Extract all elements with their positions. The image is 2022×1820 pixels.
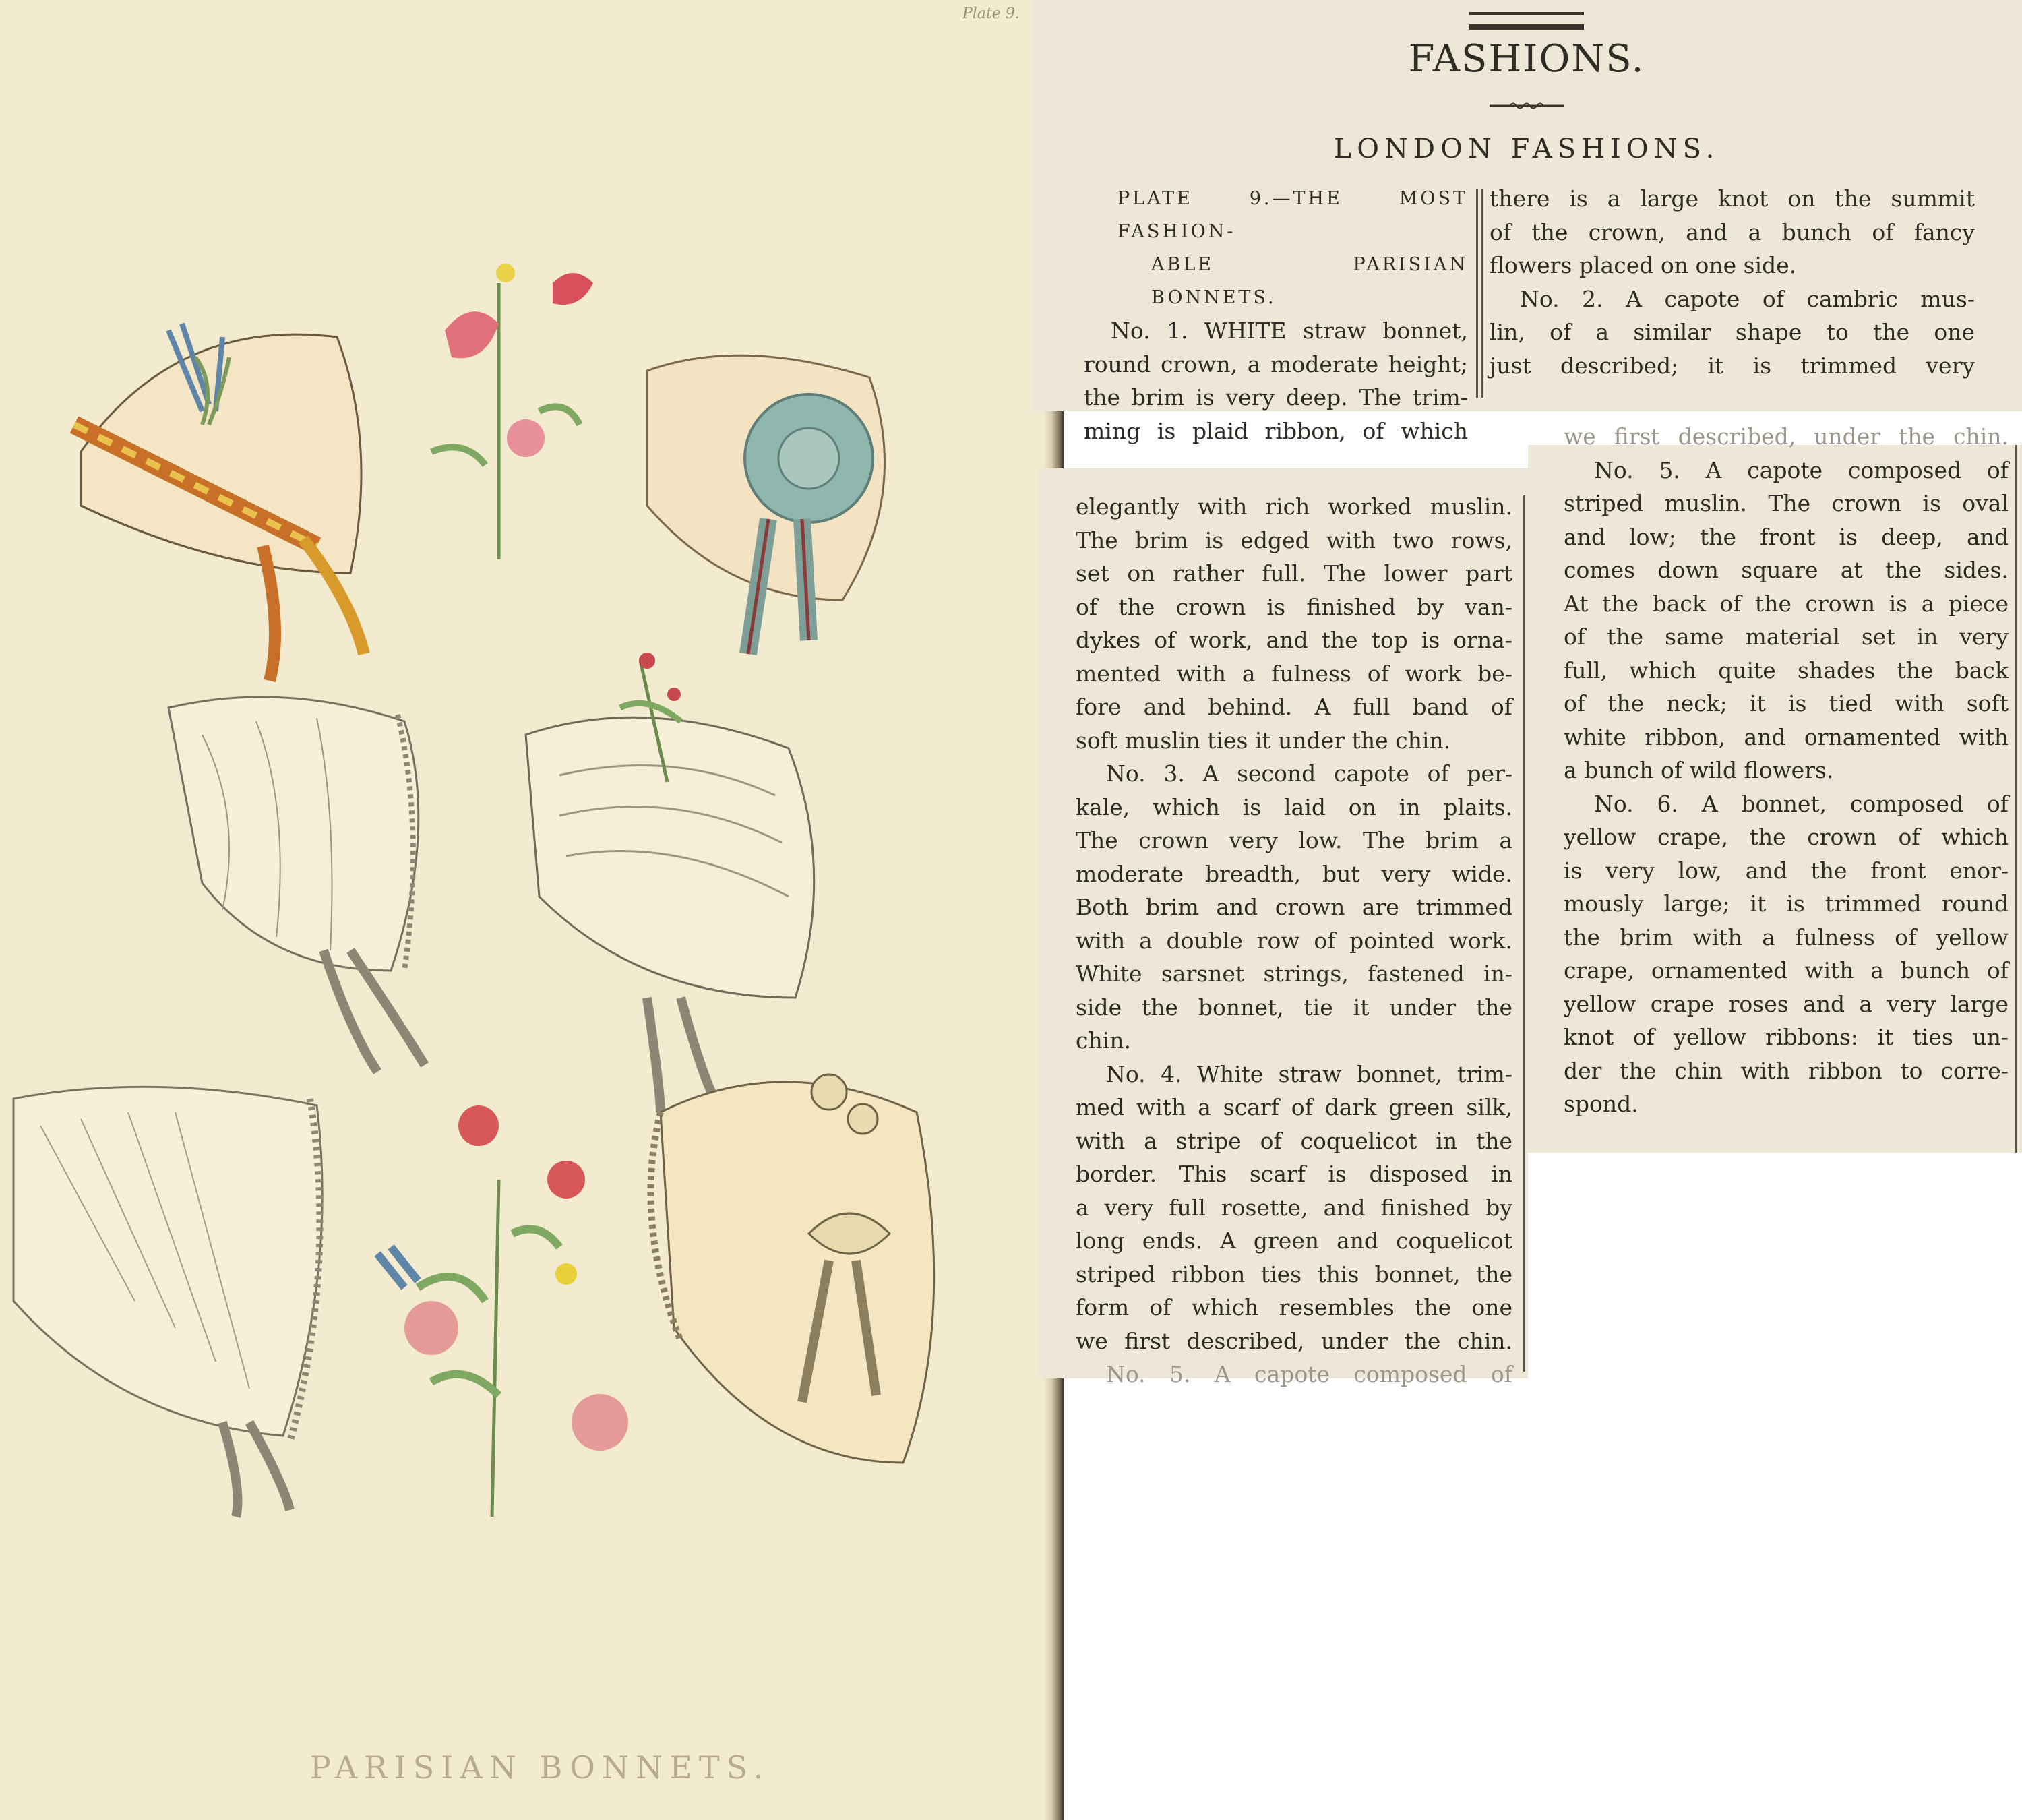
text-line: with a stripe of coquelicot in the [1076, 1127, 1512, 1154]
article-column-clip-right [1528, 423, 2022, 1153]
text-line: elegantly with rich worked muslin. [1076, 493, 1512, 520]
top-right-column [1490, 182, 1975, 382]
text-line: No. 4. White straw bonnet, trim- [1106, 1060, 1512, 1087]
text-line: full, which quite shades the back [1564, 657, 2009, 684]
text-line: der the chin with ribbon to corre- [1564, 1057, 2009, 1084]
text-line: spond. [1564, 1091, 1638, 1117]
bouquet-top [431, 264, 593, 559]
text-line: white ribbon, and ornamented with [1564, 723, 2009, 750]
text-line: The brim is edged with two rows, [1076, 526, 1512, 553]
text-line: form of which resembles the one [1076, 1294, 1512, 1321]
text-line: border. This scarf is disposed in [1076, 1161, 1512, 1187]
text-line: set on rather full. The lower part [1076, 560, 1512, 586]
bonnet-4-green-rosette [647, 355, 885, 654]
text-line: No. 5. A capote composed of [1594, 456, 2009, 483]
column-rule [1523, 495, 1525, 1372]
text-line: crape, ornamented with a bunch of [1564, 957, 2009, 983]
text-line: kale, which is laid on in plaits. [1076, 793, 1512, 820]
text-line: chin. [1076, 1027, 1132, 1054]
text-line: striped muslin. The crown is oval [1564, 490, 2009, 516]
text-line: round crown, a moderate height; [1084, 351, 1468, 377]
text-line: of the crown is finished by van- [1076, 593, 1512, 620]
text-line: Both brim and crown are trimmed [1076, 894, 1512, 920]
text-line: of the crown, and a bunch of fancy [1490, 218, 1975, 245]
text-line: No. 6. A bonnet, composed of [1594, 790, 2009, 817]
text-line: mously large; it is trimmed round [1564, 890, 2009, 917]
bonnet-5-striped-muslin [13, 1087, 322, 1517]
text-line: yellow crape roses and a very large [1564, 990, 2009, 1017]
bonnets-illustration [0, 222, 1038, 1746]
ornament-divider [1490, 101, 1564, 111]
plate-heading-line-2: ABLE PARISIAN BONNETS. [1151, 254, 1468, 308]
text-line: med with a scarf of dark green silk, [1076, 1094, 1512, 1120]
text-line: side the bonnet, tie it under the [1076, 994, 1512, 1021]
text-line: No. 1. WHITE straw bonnet, [1111, 317, 1468, 344]
bonnet-6-yellow-crape [650, 1074, 933, 1463]
bonnet-1-straw-plaid [74, 324, 364, 681]
column-rule [2015, 445, 2017, 1153]
text-line: fore and behind. A full band of [1076, 694, 1512, 720]
article-column-clip-left [1038, 468, 1528, 1387]
text-line: a bunch of wild flowers. [1564, 757, 1834, 783]
text-line: yellow crape, the crown of which [1564, 824, 2009, 850]
text-line: No. 3. A second capote of per- [1106, 760, 1512, 787]
text-line: flowers placed on one side. [1490, 252, 1797, 278]
text-line: comes down square at the sides. [1564, 557, 2009, 583]
text-line: soft muslin ties it under the chin. [1076, 727, 1451, 754]
text-line: At the back of the crown is a piece [1564, 590, 2009, 617]
text-line: No. 2. A capote of cambric mus- [1520, 285, 1975, 312]
text-line: ming is plaid ribbon, of which [1084, 417, 1468, 444]
text-line: and low; the front is deep, and [1564, 523, 2009, 550]
top-double-rule [1469, 12, 1584, 30]
text-line: of the same material set in very [1564, 624, 2009, 650]
text-line-cut: No. 5. A capote composed of [1106, 1361, 1512, 1387]
column-rule [1476, 189, 1478, 398]
plate-caption: PARISIAN BONNETS. [310, 1749, 770, 1786]
middle-right-column [1564, 420, 2009, 1121]
text-line-cut: we first described, under the chin. [1564, 423, 2009, 450]
bouquet-bottom [377, 1105, 628, 1517]
text-line: The crown very low. The brim a [1076, 827, 1512, 853]
text-line: just described; it is trimmed very [1490, 352, 1975, 379]
text-line: the brim is very deep. The trim- [1084, 384, 1468, 411]
text-line: of the neck; it is tied with soft [1564, 690, 2009, 717]
middle-left-column [1076, 490, 1512, 1391]
text-line: lin, of a similar shape to the one [1490, 319, 1975, 345]
text-line: a very full rosette, and finished by [1076, 1194, 1512, 1221]
text-line: striped ribbon ties this bonnet, the [1076, 1261, 1512, 1287]
section-subtitle: LONDON FASHIONS. [1333, 133, 1720, 164]
text-line: White sarsnet strings, fastened in- [1076, 961, 1512, 987]
plate-heading-line-1: PLATE 9.—THE MOST FASHION- [1117, 188, 1468, 242]
text-line: we first described, under the chin. [1076, 1327, 1512, 1354]
top-left-column [1084, 182, 1468, 448]
text-line: long ends. A green and coquelicot [1076, 1227, 1512, 1254]
bonnet-2-cambric-capote [168, 697, 425, 1072]
text-line: there is a large knot on the summit [1490, 185, 1975, 212]
column-rule [1481, 189, 1483, 398]
text-line: dykes of work, and the top is orna- [1076, 627, 1512, 653]
text-line: mented with a fulness of work be- [1076, 660, 1512, 687]
text-line: knot of yellow ribbons: it ties un- [1564, 1024, 2009, 1050]
text-line: is very low, and the front enor- [1564, 857, 2009, 884]
text-line: moderate breadth, but very wide. [1076, 860, 1512, 887]
text-line: with a double row of pointed work. [1076, 927, 1512, 954]
plate-number: Plate 9. [962, 5, 1020, 22]
text-line: the brim with a fulness of yellow [1564, 923, 2009, 950]
bonnet-3-perkale-capote [526, 653, 814, 1112]
section-title: FASHIONS. [1408, 37, 1645, 81]
